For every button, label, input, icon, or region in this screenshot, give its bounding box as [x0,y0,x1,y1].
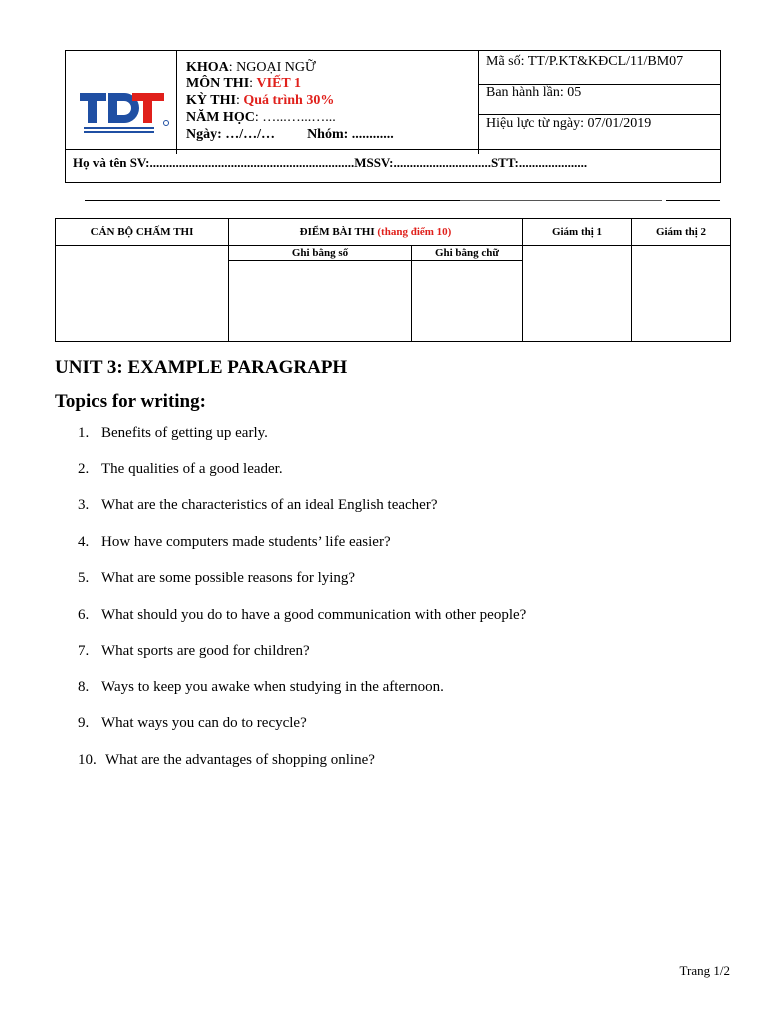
topic-item [78,425,268,442]
proctor-2-header: Giám thị 2 [632,219,731,246]
score-scale-label: (thang điểm 10) [377,226,452,238]
exam-type-sep: : [235,93,244,108]
topic-text: Benefits of getting up early. [101,425,268,441]
page-number: Trang 1/2 [679,963,730,978]
topic-text: What ways you can do to recycle? [101,715,307,731]
topic-item [78,461,283,478]
topics-title: Topics for writing: [55,391,206,412]
topic-text: How have computers made students’ life easier? [101,534,391,550]
score-header-label: ĐIỂM BÀI THI [299,226,375,238]
header-divider-right [478,51,479,154]
topic-number: 6. [78,607,90,623]
date-field: Ngày: …/…/… [186,127,276,142]
topic-number: 1. [78,425,90,441]
grader-cell[interactable] [56,246,229,342]
score-number-cell[interactable] [229,261,412,342]
exam-type-value: Quá trình 30% [243,93,335,108]
school-year-label: NĂM HỌC [186,110,255,125]
exam-type-line [186,93,334,109]
topic-number: 10. [78,752,97,768]
topic-item [78,570,355,587]
score-header [229,219,523,246]
subject-label: MÔN THI [186,76,250,91]
school-year-line [186,110,336,126]
faculty-value: : NGOẠI NGỮ [228,60,316,75]
topic-text: What sports are good for children? [101,643,310,659]
proctor-1-header: Giám thị 1 [523,219,632,246]
effective-date: Hiệu lực từ ngày: 07/01/2019 [486,116,652,131]
topic-number: 2. [78,461,90,477]
topic-text: What should you do to have a good communication with other people? [101,607,527,623]
exam-header [65,50,721,183]
topic-text: What are the advantages of shopping online? [105,752,375,768]
subject-sep: : [249,76,257,91]
exam-type-label: KỲ THI [186,93,236,108]
separator-line [460,200,662,201]
document-code: Mã số: TT/P.KT&KĐCL/11/BM07 [486,54,684,69]
faculty-label: KHOA [186,60,229,75]
topic-item [78,679,444,696]
student-info-line[interactable]: Họ và tên SV:...............................................................MSSV:..............................STT:..................... [73,155,588,170]
score-words-cell[interactable] [412,261,523,342]
separator-line [85,200,460,201]
topic-number: 5. [78,570,90,586]
proctor-1-cell[interactable] [523,246,632,342]
topic-text: What are some possible reasons for lying? [101,570,356,586]
topic-text: The qualities of a good leader. [101,461,283,477]
score-words-header: Ghi bằng chữ [412,246,523,261]
grader-header: CÁN BỘ CHẤM THI [56,219,229,246]
proctor-2-cell[interactable] [632,246,731,342]
university-logo [76,71,176,151]
topic-number: 4. [78,534,90,550]
subject-line [186,76,301,92]
topic-item [78,497,438,514]
separator-line [666,200,720,201]
topic-number: 7. [78,643,90,659]
topic-text: What are the characteristics of an ideal English teacher? [101,497,438,513]
score-table [55,218,731,342]
topic-item [78,752,375,769]
topic-number: 3. [78,497,90,513]
score-number-header: Ghi bằng số [229,246,412,261]
faculty-line [186,60,316,76]
topic-number: 8. [78,679,90,695]
topic-number: 9. [78,715,90,731]
header-divider-left [176,51,177,154]
subject-value: VIẾT 1 [256,76,302,91]
topic-text: Ways to keep you awake when studying in the afternoon. [101,679,444,695]
school-year-value: : …...…...…... [254,110,336,125]
issue-number: Ban hành lần: 05 [486,85,582,100]
topic-item [78,643,310,660]
topic-item [78,715,307,732]
header-row-line [478,114,721,115]
group-field: Nhóm: ............ [307,127,394,142]
date-group-line [186,127,394,143]
topic-item [78,607,526,624]
unit-title: UNIT 3: EXAMPLE PARAGRAPH [55,357,348,378]
topic-item [78,534,391,551]
